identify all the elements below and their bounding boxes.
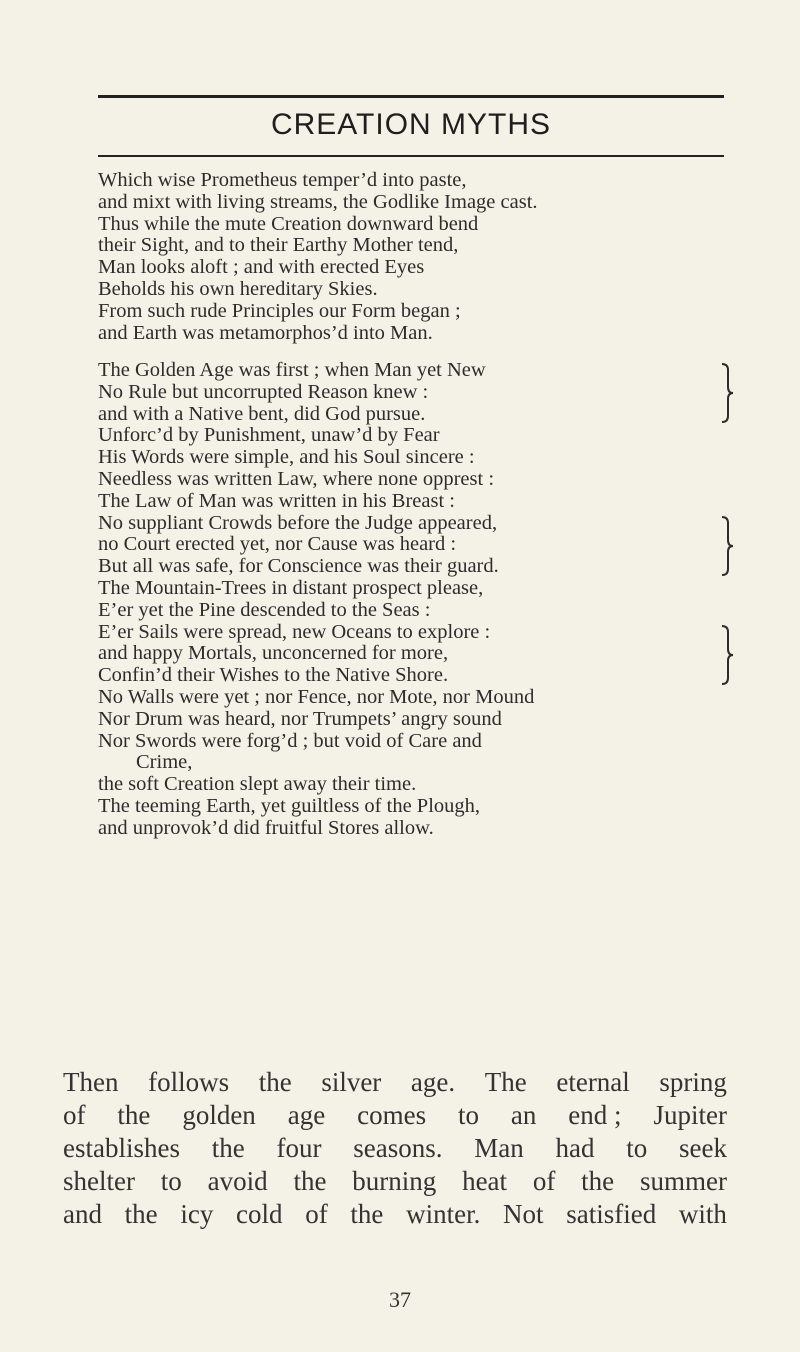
prose-word: of	[63, 1100, 86, 1130]
verse-line: Unforc’d by Punishment, unaw’d by Fear	[98, 424, 440, 447]
prose-word: summer	[639, 1166, 727, 1196]
prose-line	[63, 1066, 727, 1099]
prose-word: the	[124, 1199, 158, 1229]
prose-paragraph	[63, 1066, 727, 1231]
verse-line: Nor Swords were forg’d ; but void of Care and	[98, 729, 482, 752]
verse-line: No suppliant Crowds before the Judge appeared,	[98, 511, 498, 534]
verse-line: and happy Mortals, unconcerned for more,	[98, 642, 449, 665]
verse-line: The Law of Man was written in his Breast :	[98, 489, 455, 512]
prose-word: the	[293, 1166, 327, 1196]
verse-line: The Golden Age was first ; when Man yet New	[98, 359, 486, 381]
prose-word: of	[532, 1166, 556, 1196]
prose-word: the	[581, 1166, 615, 1196]
prose-word: seasons.	[353, 1133, 443, 1163]
verse-line: The Mountain-Trees in distant prospect please,	[98, 576, 484, 599]
prose-line	[63, 1198, 727, 1231]
verse-line: no Court erected yet, nor Cause was heard :	[98, 533, 457, 556]
verse-line: and Earth was metamorphos’d into Man.	[98, 321, 433, 344]
verse-line: the soft Creation slept away their time.	[98, 773, 417, 796]
prose-word: The	[484, 1067, 527, 1097]
verse-line: and unprovok’d did fruitful Stores allow.	[98, 816, 434, 839]
prose-word: Not	[503, 1199, 544, 1229]
prose-word: burning	[352, 1166, 437, 1196]
prose-word: winter.	[406, 1199, 481, 1229]
verse-line: Crime,	[136, 751, 193, 774]
verse-line: No Rule but uncorrupted Reason knew :	[98, 380, 429, 403]
verse-line: No Walls were yet ; nor Fence, nor Mote, nor Mound	[98, 685, 535, 708]
prose-word: to	[160, 1166, 182, 1196]
prose-word: silver	[321, 1067, 382, 1097]
prose-word: an	[510, 1100, 537, 1130]
verse-line: and with a Native bent, did God pursue.	[98, 402, 426, 425]
verse-line: Confin’d their Wishes to the Native Shore.	[98, 664, 449, 687]
verse-line: Beholds his own hereditary Skies.	[98, 277, 378, 300]
prose-word: shelter	[63, 1166, 135, 1196]
prose-word: cold	[236, 1199, 283, 1229]
prose-word: seek	[678, 1133, 727, 1163]
prose-word: heat	[462, 1166, 508, 1196]
prose-word: eternal	[556, 1067, 630, 1097]
prose-word: golden	[182, 1100, 256, 1130]
verse-line: their Sight, and to their Earthy Mother tend,	[98, 234, 459, 257]
prose-word: Jupiter	[653, 1100, 727, 1130]
prose-word: comes	[357, 1100, 427, 1130]
prose-word: end ;	[568, 1100, 622, 1130]
prose-word: the	[350, 1199, 384, 1229]
prose-word: avoid	[207, 1166, 268, 1196]
triplet-brace-2	[720, 515, 734, 577]
prose-word: had	[555, 1133, 595, 1163]
triplet-brace-1	[720, 362, 734, 424]
verse-line: and mixt with living streams, the Godlike Image cast.	[98, 190, 538, 213]
prose-word: age.	[410, 1067, 456, 1097]
prose-word: icy	[180, 1199, 214, 1229]
prose-word: spring	[659, 1067, 727, 1097]
verse-stanza-2	[98, 360, 738, 840]
header-rule-bottom	[98, 155, 724, 157]
prose-word: the	[117, 1100, 151, 1130]
verse-stanza-1	[98, 170, 738, 344]
prose-word: age	[287, 1100, 326, 1130]
verse-line: Nor Drum was heard, nor Trumpets’ angry sound	[98, 707, 502, 730]
verse-line: Needless was written Law, where none opprest :	[98, 467, 495, 490]
page-number: 37	[389, 1287, 411, 1312]
verse-line: E’er Sails were spread, new Oceans to explore :	[98, 620, 491, 643]
prose-word: establishes	[63, 1133, 180, 1163]
verse-line: From such rude Principles our Form began ;	[98, 299, 461, 322]
verse-line: E’er yet the Pine descended to the Seas :	[98, 598, 431, 621]
prose-word: follows	[148, 1067, 230, 1097]
verse-line: Which wise Prometheus temper’d into paste,	[98, 169, 467, 191]
header-rule-top	[98, 95, 724, 98]
verse-line: The teeming Earth, yet guiltless of the Plough,	[98, 794, 481, 817]
prose-line	[63, 1099, 727, 1132]
verse-line: Thus while the mute Creation downward bend	[98, 212, 479, 235]
prose-word: and	[63, 1199, 102, 1229]
prose-word: to	[457, 1100, 479, 1130]
prose-word: with	[678, 1199, 727, 1229]
prose-word: Then	[63, 1067, 119, 1097]
running-header: CREATION MYTHS	[270, 108, 552, 141]
prose-line	[63, 1132, 727, 1165]
prose-word: four	[276, 1133, 322, 1163]
verse-line: His Words were simple, and his Soul sincere :	[98, 446, 475, 469]
prose-word: to	[626, 1133, 648, 1163]
verse-line: But all was safe, for Conscience was their guard.	[98, 555, 499, 578]
prose-line	[63, 1165, 727, 1198]
triplet-brace-3	[720, 624, 734, 686]
prose-word: the	[211, 1133, 245, 1163]
prose-word: satisfied	[566, 1199, 657, 1229]
verse-line: Man looks aloft ; and with erected Eyes	[98, 256, 425, 279]
prose-word: of	[305, 1199, 328, 1229]
prose-word: Man	[474, 1133, 524, 1163]
prose-word: the	[258, 1067, 292, 1097]
